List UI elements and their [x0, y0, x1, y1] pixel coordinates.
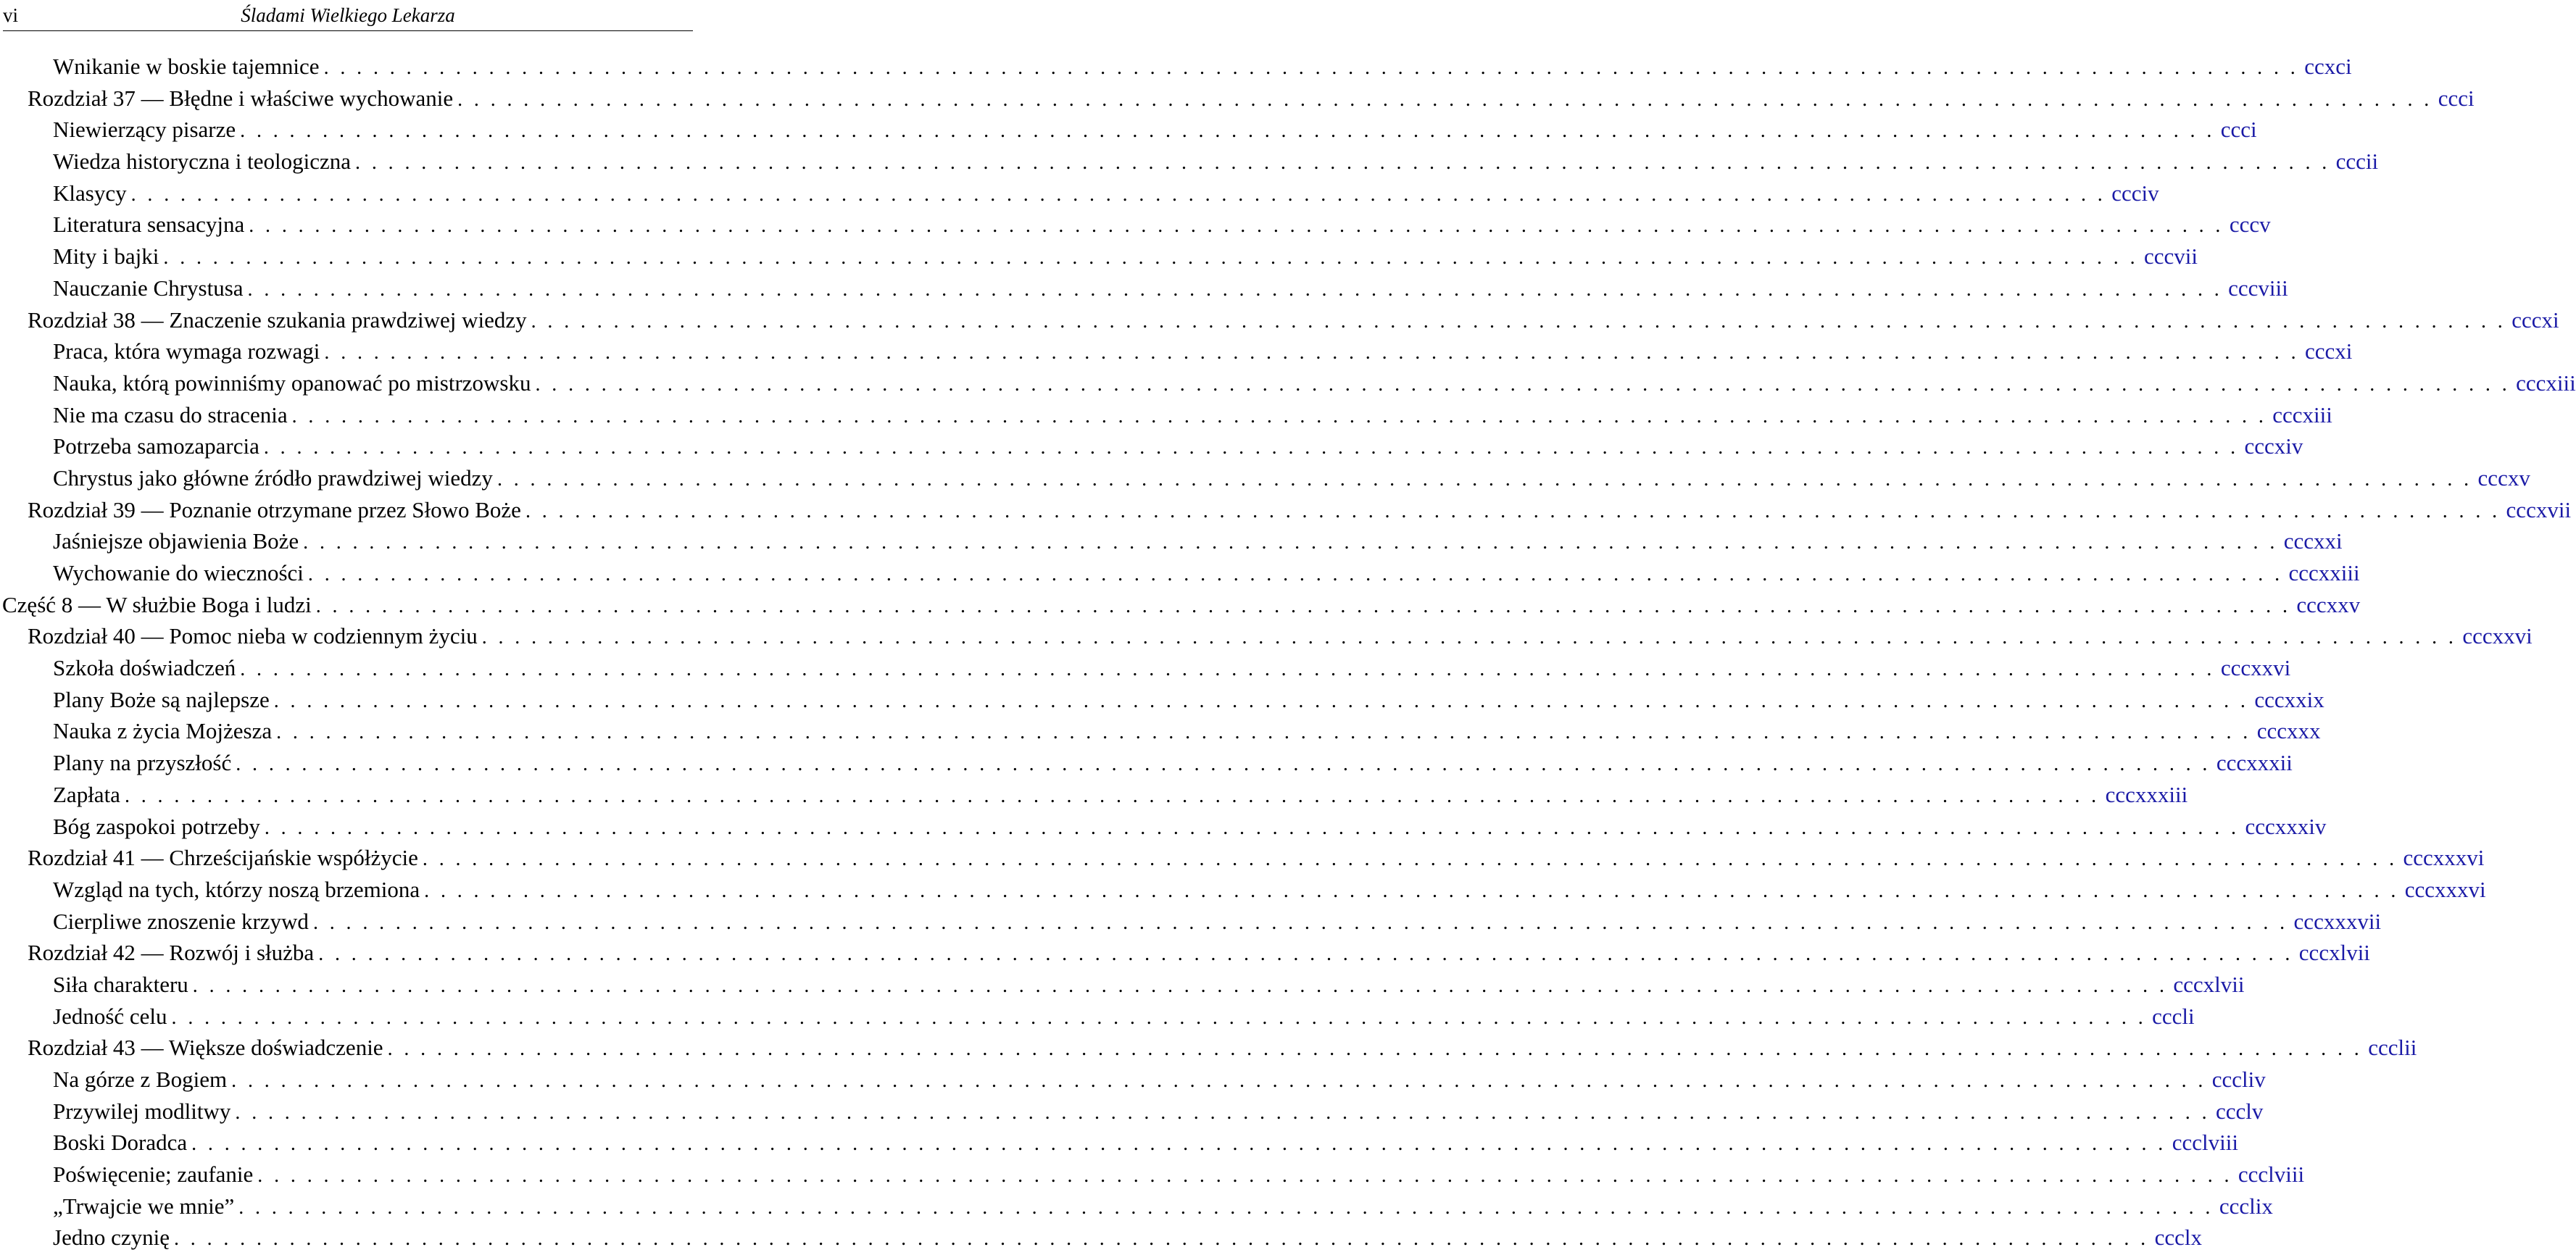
- dot-leader: . . . . . . . . . . . . . . . . . . . . . . . . . . . . . . . . . . . . . . . . . . . . . . . . . . . . . . . . . . . . . . . . . . . . . . . . . . . . . . . . . . . . . . . . . . . . . . . . . . . . . . . . . . . . . . . . . . . . . . . .: [240, 120, 2215, 143]
- toc-entry-page-link[interactable]: ccclii: [2368, 1035, 2417, 1061]
- toc-entry[interactable]: [0, 367, 2576, 399]
- toc-entry-title[interactable]: Nie ma czasu do stracenia: [53, 401, 288, 428]
- toc-entry[interactable]: [0, 525, 2343, 557]
- toc-entry-page-link[interactable]: cccxiii: [2516, 370, 2576, 396]
- toc-entry-page-link[interactable]: ccci: [2220, 117, 2257, 143]
- toc-entry[interactable]: [0, 969, 2245, 1001]
- running-title: Śladami Wielkiego Lekarza: [241, 4, 455, 26]
- toc-entry-title[interactable]: Jaśniejsze objawienia Boże: [53, 528, 299, 554]
- dot-leader: . . . . . . . . . . . . . . . . . . . . . . . . . . . . . . . . . . . . . . . . . . . . . . . . . . . . . . . . . . . . . . . . . . . . . . . . . . . . . . . . . . . . . . . . . . . . . . . . . . . . . . . . . . . . . . . . . . . . . . . .: [318, 943, 2293, 966]
- toc-entry-page-link[interactable]: cccxxix: [2254, 686, 2324, 712]
- toc-entry-page-link[interactable]: ccci: [2438, 85, 2475, 111]
- dot-leader: . . . . . . . . . . . . . . . . . . . . . . . . . . . . . . . . . . . . . . . . . . . . . . . . . . . . . . . . . . . . . . . . . . . . . . . . . . . . . . . . . . . . . . . . . . . . . . . . . . . . . . . . . . . . . . . . . . . . . . . .: [130, 183, 2106, 206]
- toc-entry[interactable]: [0, 209, 2271, 241]
- toc-entry[interactable]: [0, 937, 2370, 969]
- toc-entry[interactable]: [0, 83, 2475, 114]
- dot-leader: . . . . . . . . . . . . . . . . . . . . . . . . . . . . . . . . . . . . . . . . . . . . . . . . . . . . . . . . . . . . . . . . . . . . . . . . . . . . . . . . . . . . . . . . . . . . . . . . . . . . . . . . . . . . . . . . . . . . . . . .: [315, 594, 2291, 617]
- toc-entry-title[interactable]: Wiedza historyczna i teologiczna: [53, 149, 352, 175]
- toc-entry-page-link[interactable]: ccclix: [2219, 1193, 2273, 1219]
- toc-entry-page-link[interactable]: cccv: [2229, 212, 2271, 238]
- dot-leader: . . . . . . . . . . . . . . . . . . . . . . . . . . . . . . . . . . . . . . . . . . . . . . . . . . . . . . . . . . . . . . . . . . . . . . . . . . . . . . . . . . . . . . . . . . . . . . . . . . . . . . . . . . . . . . . . . . . . . . . .: [192, 974, 2168, 997]
- dot-leader: . . . . . . . . . . . . . . . . . . . . . . . . . . . . . . . . . . . . . . . . . . . . . . . . . . . . . . . . . . . . . . . . . . . . . . . . . . . . . . . . . . . . . . . . . . . . . . . . . . . . . . . . . . . . . . . . . . . . . . . .: [422, 848, 2398, 871]
- dot-leader: . . . . . . . . . . . . . . . . . . . . . . . . . . . . . . . . . . . . . . . . . . . . . . . . . . . . . . . . . . . . . . . . . . . . . . . . . . . . . . . . . . . . . . . . . . . . . . . . . . . . . . . . . . . . . . . . . . . . . . . .: [323, 57, 2299, 79]
- toc-entry-title[interactable]: Nauka z życia Mojżesza: [53, 718, 273, 744]
- toc-entry-title[interactable]: Szkoła doświadczeń: [53, 655, 236, 681]
- dot-leader: . . . . . . . . . . . . . . . . . . . . . . . . . . . . . . . . . . . . . . . . . . . . . . . . . . . . . . . . . . . . . . . . . . . . . . . . . . . . . . . . . . . . . . . . . . . . . . . . . . . . . . . . . . . . . . . . . . . . . . . .: [457, 88, 2432, 111]
- toc-entry-title[interactable]: Rozdział 37 — Błędne i właściwe wychowanie: [28, 85, 454, 111]
- toc-entry[interactable]: [0, 811, 2327, 843]
- dot-leader: . . . . . . . . . . . . . . . . . . . . . . . . . . . . . . . . . . . . . . . . . . . . . . . . . . . . . . . . . . . . . . . . . . . . . . . . . . . . . . . . . . . . . . . . . . . . . . . . . . . . . . . . . . . . . . . . . . . . . . . .: [247, 278, 2223, 301]
- dot-leader: . . . . . . . . . . . . . . . . . . . . . . . . . . . . . . . . . . . . . . . . . . . . . . . . . . . . . . . . . . . . . . . . . . . . . . . . . . . . . . . . . . . . . . . . . . . . . . . . . . . . . . . . . . . . . . . . . . . . . . . .: [324, 341, 2300, 364]
- dot-leader: . . . . . . . . . . . . . . . . . . . . . . . . . . . . . . . . . . . . . . . . . . . . . . . . . . . . . . . . . . . . . . . . . . . . . . . . . . . . . . . . . . . . . . . . . . . . . . . . . . . . . . . . . . . . . . . . . . . . . . . .: [307, 563, 2283, 585]
- dot-leader: . . . . . . . . . . . . . . . . . . . . . . . . . . . . . . . . . . . . . . . . . . . . . . . . . . . . . . . . . . . . . . . . . . . . . . . . . . . . . . . . . . . . . . . . . . . . . . . . . . . . . . . . . . . . . . . . . . . . . . . .: [496, 467, 2472, 491]
- toc-entry-title[interactable]: Rozdział 43 — Większe doświadczenie: [28, 1035, 383, 1061]
- toc-entry-title[interactable]: Praca, która wymaga rozwagi: [53, 338, 320, 364]
- toc-entry-page-link[interactable]: cccxxx: [2256, 718, 2321, 744]
- toc-entry[interactable]: [0, 114, 2257, 146]
- toc-entry-title[interactable]: Klasycy: [53, 180, 127, 206]
- toc-entry[interactable]: [0, 178, 2159, 209]
- dot-leader: . . . . . . . . . . . . . . . . . . . . . . . . . . . . . . . . . . . . . . . . . . . . . . . . . . . . . . . . . . . . . . . . . . . . . . . . . . . . . . . . . . . . . . . . . . . . . . . . . . . . . . . . . . . . . . . . . . . . . . . .: [235, 1101, 2211, 1124]
- toc-entry[interactable]: [0, 747, 2293, 779]
- toc-entry[interactable]: [0, 335, 2353, 367]
- dot-leader: . . . . . . . . . . . . . . . . . . . . . . . . . . . . . . . . . . . . . . . . . . . . . . . . . . . . . . . . . . . . . . . . . . . . . . . . . . . . . . . . . . . . . . . . . . . . . . . . . . . . . . . . . . . . . . . . . . . . . . . .: [525, 499, 2501, 522]
- toc-entry[interactable]: [0, 146, 2379, 178]
- toc-entry[interactable]: [0, 589, 2361, 621]
- toc-entry-page-link[interactable]: cccxxvi: [2462, 623, 2533, 649]
- toc-entry-title[interactable]: Bóg zaspokoi potrzeby: [53, 813, 260, 839]
- toc-entry[interactable]: [0, 874, 2486, 906]
- toc-entry-page-link[interactable]: cccxlvii: [2298, 940, 2370, 966]
- toc-entry-title[interactable]: Wychowanie do wieczności: [53, 560, 304, 585]
- toc-entry[interactable]: [0, 620, 2533, 652]
- toc-entry-title[interactable]: Wzgląd na tych, którzy noszą brzemiona: [53, 876, 420, 902]
- toc-entry-title[interactable]: Cierpliwe znoszenie krzywd: [53, 908, 309, 934]
- toc-entry-page-link[interactable]: cccviii: [2228, 275, 2288, 301]
- toc-entry-title[interactable]: Część 8 — W służbie Boga i ludzi: [2, 591, 312, 617]
- toc-entry[interactable]: [0, 304, 2559, 336]
- toc-entry-title[interactable]: Rozdział 38 — Znaczenie szukania prawdziwej wiedzy: [28, 307, 527, 333]
- toc-entry-title[interactable]: Literatura sensacyjna: [53, 212, 245, 238]
- toc-entry[interactable]: [0, 652, 2291, 684]
- toc-entry-title[interactable]: Jedno czynię: [53, 1225, 170, 1251]
- toc-entry-page-link[interactable]: cccxxv: [2296, 591, 2361, 617]
- toc-entry-title[interactable]: Na górze z Bogiem: [53, 1067, 228, 1092]
- toc-entry-page-link[interactable]: ccclx: [2154, 1225, 2202, 1251]
- toc-entry-page-link[interactable]: cccxxi: [2283, 528, 2343, 554]
- dot-leader: . . . . . . . . . . . . . . . . . . . . . . . . . . . . . . . . . . . . . . . . . . . . . . . . . . . . . . . . . . . . . . . . . . . . . . . . . . . . . . . . . . . . . . . . . . . . . . . . . . . . . . . . . . . . . . . . . . . . . . . .: [387, 1038, 2363, 1061]
- toc-entry-page-link[interactable]: cccxlvii: [2173, 971, 2245, 997]
- toc-entry[interactable]: [0, 1001, 2195, 1033]
- toc-entry-page-link[interactable]: cccxxxiv: [2245, 813, 2327, 839]
- toc-entry[interactable]: [0, 684, 2324, 716]
- toc-entry-page-link[interactable]: cccxxvi: [2220, 655, 2291, 681]
- toc-entry-page-link[interactable]: cccxxxvii: [2293, 908, 2382, 934]
- dot-leader: . . . . . . . . . . . . . . . . . . . . . . . . . . . . . . . . . . . . . . . . . . . . . . . . . . . . . . . . . . . . . . . . . . . . . . . . . . . . . . . . . . . . . . . . . . . . . . . . . . . . . . . . . . . . . . . . . . . . . . . .: [238, 1196, 2214, 1219]
- toc-entry-page-link[interactable]: ccclv: [2216, 1098, 2264, 1124]
- dot-leader: . . . . . . . . . . . . . . . . . . . . . . . . . . . . . . . . . . . . . . . . . . . . . . . . . . . . . . . . . . . . . . . . . . . . . . . . . . . . . . . . . . . . . . . . . . . . . . . . . . . . . . . . . . . . . . . . . . . . . . . .: [481, 626, 2457, 649]
- toc-entry-page-link[interactable]: cccxiii: [2272, 401, 2332, 428]
- dot-leader: . . . . . . . . . . . . . . . . . . . . . . . . . . . . . . . . . . . . . . . . . . . . . . . . . . . . . . . . . . . . . . . . . . . . . . . . . . . . . . . . . . . . . . . . . . . . . . . . . . . . . . . . . . . . . . . . . . . . . . . .: [535, 372, 2511, 396]
- dot-leader: . . . . . . . . . . . . . . . . . . . . . . . . . . . . . . . . . . . . . . . . . . . . . . . . . . . . . . . . . . . . . . . . . . . . . . . . . . . . . . . . . . . . . . . . . . . . . . . . . . . . . . . . . . . . . . . . . . . . . . . .: [171, 1006, 2147, 1029]
- dot-leader: . . . . . . . . . . . . . . . . . . . . . . . . . . . . . . . . . . . . . . . . . . . . . . . . . . . . . . . . . . . . . . . . . . . . . . . . . . . . . . . . . . . . . . . . . . . . . . . . . . . . . . . . . . . . . . . . . . . . . . . .: [236, 753, 2211, 776]
- toc-entry[interactable]: [0, 1032, 2417, 1064]
- dot-leader: . . . . . . . . . . . . . . . . . . . . . . . . . . . . . . . . . . . . . . . . . . . . . . . . . . . . . . . . . . . . . . . . . . . . . . . . . . . . . . . . . . . . . . . . . . . . . . . . . . . . . . . . . . . . . . . . . . . . . . . .: [273, 689, 2249, 712]
- toc-entry-title[interactable]: Jedność celu: [53, 1003, 167, 1029]
- toc-entry[interactable]: [0, 272, 2288, 304]
- toc-entry-title[interactable]: Nauczanie Chrystusa: [53, 275, 244, 301]
- dot-leader: . . . . . . . . . . . . . . . . . . . . . . . . . . . . . . . . . . . . . . . . . . . . . . . . . . . . . . . . . . . . . . . . . . . . . . . . . . . . . . . . . . . . . . . . . . . . . . . . . . . . . . . . . . . . . . . . . . . . . . . .: [173, 1227, 2149, 1251]
- toc-entry-page-link[interactable]: cccxv: [2477, 464, 2530, 491]
- toc-entry-title[interactable]: Wnikanie w boskie tajemnice: [53, 54, 320, 79]
- toc-entry-title[interactable]: Siła charakteru: [53, 971, 188, 997]
- table-of-contents: [0, 51, 2576, 1254]
- dot-leader: . . . . . . . . . . . . . . . . . . . . . . . . . . . . . . . . . . . . . . . . . . . . . . . . . . . . . . . . . . . . . . . . . . . . . . . . . . . . . . . . . . . . . . . . . . . . . . . . . . . . . . . . . . . . . . . . . . . . . . . .: [291, 404, 2267, 428]
- toc-entry[interactable]: [0, 1064, 2266, 1096]
- toc-entry-page-link[interactable]: ccciv: [2111, 180, 2159, 206]
- toc-entry[interactable]: [0, 399, 2332, 431]
- dot-leader: . . . . . . . . . . . . . . . . . . . . . . . . . . . . . . . . . . . . . . . . . . . . . . . . . . . . . . . . . . . . . . . . . . . . . . . . . . . . . . . . . . . . . . . . . . . . . . . . . . . . . . . . . . . . . . . . . . . . . . . .: [303, 531, 2278, 554]
- toc-entry-title[interactable]: Poświęcenie; zaufanie: [53, 1162, 254, 1188]
- toc-entry-title[interactable]: Zapłata: [53, 781, 120, 807]
- toc-entry[interactable]: [0, 1127, 2238, 1159]
- toc-entry-page-link[interactable]: cccxxiii: [2288, 560, 2360, 585]
- dot-leader: . . . . . . . . . . . . . . . . . . . . . . . . . . . . . . . . . . . . . . . . . . . . . . . . . . . . . . . . . . . . . . . . . . . . . . . . . . . . . . . . . . . . . . . . . . . . . . . . . . . . . . . . . . . . . . . . . . . . . . . .: [231, 1070, 2206, 1092]
- toc-entry-title[interactable]: „Trwajcie we mnie”: [53, 1193, 235, 1219]
- toc-entry-title[interactable]: Rozdział 41 — Chrześcijańskie współżycie: [28, 845, 418, 871]
- toc-entry-title[interactable]: Rozdział 42 — Rozwój i służba: [28, 940, 315, 966]
- toc-entry[interactable]: [0, 494, 2572, 526]
- toc-entry[interactable]: [0, 715, 2321, 747]
- dot-leader: . . . . . . . . . . . . . . . . . . . . . . . . . . . . . . . . . . . . . . . . . . . . . . . . . . . . . . . . . . . . . . . . . . . . . . . . . . . . . . . . . . . . . . . . . . . . . . . . . . . . . . . . . . . . . . . . . . . . . . . .: [257, 1164, 2232, 1188]
- toc-entry-page-link[interactable]: cccxxxvi: [2403, 845, 2485, 871]
- toc-entry[interactable]: [0, 1191, 2273, 1222]
- page-number: vi: [3, 4, 19, 26]
- dot-leader: . . . . . . . . . . . . . . . . . . . . . . . . . . . . . . . . . . . . . . . . . . . . . . . . . . . . . . . . . . . . . . . . . . . . . . . . . . . . . . . . . . . . . . . . . . . . . . . . . . . . . . . . . . . . . . . . . . . . . . . .: [240, 658, 2215, 681]
- toc-entry-title[interactable]: Boski Doradca: [53, 1130, 188, 1156]
- toc-entry-page-link[interactable]: cccxiv: [2244, 433, 2303, 459]
- toc-entry-title[interactable]: Mity i bajki: [53, 243, 159, 270]
- dot-leader: . . . . . . . . . . . . . . . . . . . . . . . . . . . . . . . . . . . . . . . . . . . . . . . . . . . . . . . . . . . . . . . . . . . . . . . . . . . . . . . . . . . . . . . . . . . . . . . . . . . . . . . . . . . . . . . . . . . . . . . .: [163, 246, 2138, 270]
- toc-entry-title[interactable]: Plany Boże są najlepsze: [53, 686, 270, 712]
- toc-entry-page-link[interactable]: ccclviii: [2238, 1162, 2305, 1188]
- toc-entry[interactable]: [0, 51, 2352, 83]
- toc-entry-title[interactable]: Rozdział 40 — Pomoc nieba w codziennym życiu: [28, 623, 478, 649]
- toc-entry-title[interactable]: Plany na przyszłość: [53, 750, 232, 776]
- toc-entry-page-link[interactable]: ccxci: [2304, 54, 2352, 79]
- toc-entry[interactable]: [0, 906, 2382, 938]
- toc-entry-page-link[interactable]: cccxvii: [2506, 496, 2572, 522]
- toc-entry-title[interactable]: Przywilej modlitwy: [53, 1098, 231, 1124]
- toc-entry-page-link[interactable]: cccxi: [2511, 307, 2559, 333]
- toc-entry-title[interactable]: Nauka, którą powinniśmy opanować po mistrzowsku: [53, 370, 531, 396]
- toc-entry[interactable]: [0, 557, 2360, 589]
- toc-entry-title[interactable]: Rozdział 39 — Poznanie otrzymane przez Słowo Boże: [28, 496, 521, 522]
- toc-entry-page-link[interactable]: ccclviii: [2172, 1130, 2238, 1156]
- toc-entry-page-link[interactable]: cccxi: [2305, 338, 2353, 364]
- toc-entry-page-link[interactable]: cccxxxvi: [2404, 876, 2486, 902]
- toc-entry[interactable]: [0, 1159, 2305, 1191]
- toc-entry[interactable]: [0, 842, 2485, 874]
- toc-entry-page-link[interactable]: cccxxxii: [2216, 750, 2293, 776]
- dot-leader: . . . . . . . . . . . . . . . . . . . . . . . . . . . . . . . . . . . . . . . . . . . . . . . . . . . . . . . . . . . . . . . . . . . . . . . . . . . . . . . . . . . . . . . . . . . . . . . . . . . . . . . . . . . . . . . . . . . . . . . .: [312, 911, 2288, 934]
- dot-leader: . . . . . . . . . . . . . . . . . . . . . . . . . . . . . . . . . . . . . . . . . . . . . . . . . . . . . . . . . . . . . . . . . . . . . . . . . . . . . . . . . . . . . . . . . . . . . . . . . . . . . . . . . . . . . . . . . . . . . . . .: [424, 879, 2399, 902]
- toc-entry-title[interactable]: Chrystus jako główne źródło prawdziwej wiedzy: [53, 464, 493, 491]
- dot-leader: . . . . . . . . . . . . . . . . . . . . . . . . . . . . . . . . . . . . . . . . . . . . . . . . . . . . . . . . . . . . . . . . . . . . . . . . . . . . . . . . . . . . . . . . . . . . . . . . . . . . . . . . . . . . . . . . . . . . . . . .: [191, 1133, 2166, 1156]
- toc-entry[interactable]: [0, 779, 2188, 811]
- page-header: [3, 0, 693, 31]
- dot-leader: . . . . . . . . . . . . . . . . . . . . . . . . . . . . . . . . . . . . . . . . . . . . . . . . . . . . . . . . . . . . . . . . . . . . . . . . . . . . . . . . . . . . . . . . . . . . . . . . . . . . . . . . . . . . . . . . . . . . . . . .: [355, 151, 2330, 175]
- toc-entry[interactable]: [0, 430, 2303, 462]
- toc-entry[interactable]: [0, 1096, 2264, 1127]
- toc-entry-page-link[interactable]: cccli: [2152, 1003, 2195, 1029]
- toc-entry-page-link[interactable]: cccii: [2335, 149, 2379, 175]
- toc-entry-title[interactable]: Potrzeba samozaparcia: [53, 433, 259, 459]
- dot-leader: . . . . . . . . . . . . . . . . . . . . . . . . . . . . . . . . . . . . . . . . . . . . . . . . . . . . . . . . . . . . . . . . . . . . . . . . . . . . . . . . . . . . . . . . . . . . . . . . . . . . . . . . . . . . . . . . . . . . . . . .: [264, 816, 2240, 839]
- toc-entry[interactable]: [0, 462, 2530, 494]
- toc-entry[interactable]: [0, 1222, 2202, 1254]
- dot-leader: . . . . . . . . . . . . . . . . . . . . . . . . . . . . . . . . . . . . . . . . . . . . . . . . . . . . . . . . . . . . . . . . . . . . . . . . . . . . . . . . . . . . . . . . . . . . . . . . . . . . . . . . . . . . . . . . . . . . . . . .: [531, 309, 2506, 333]
- dot-leader: . . . . . . . . . . . . . . . . . . . . . . . . . . . . . . . . . . . . . . . . . . . . . . . . . . . . . . . . . . . . . . . . . . . . . . . . . . . . . . . . . . . . . . . . . . . . . . . . . . . . . . . . . . . . . . . . . . . . . . . .: [124, 784, 2100, 807]
- dot-leader: . . . . . . . . . . . . . . . . . . . . . . . . . . . . . . . . . . . . . . . . . . . . . . . . . . . . . . . . . . . . . . . . . . . . . . . . . . . . . . . . . . . . . . . . . . . . . . . . . . . . . . . . . . . . . . . . . . . . . . . .: [263, 436, 2239, 459]
- toc-entry[interactable]: [0, 241, 2198, 272]
- toc-entry-page-link[interactable]: cccliv: [2211, 1067, 2266, 1092]
- dot-leader: . . . . . . . . . . . . . . . . . . . . . . . . . . . . . . . . . . . . . . . . . . . . . . . . . . . . . . . . . . . . . . . . . . . . . . . . . . . . . . . . . . . . . . . . . . . . . . . . . . . . . . . . . . . . . . . . . . . . . . . .: [276, 721, 2251, 744]
- dot-leader: . . . . . . . . . . . . . . . . . . . . . . . . . . . . . . . . . . . . . . . . . . . . . . . . . . . . . . . . . . . . . . . . . . . . . . . . . . . . . . . . . . . . . . . . . . . . . . . . . . . . . . . . . . . . . . . . . . . . . . . .: [249, 214, 2224, 238]
- toc-entry-page-link[interactable]: cccvii: [2144, 243, 2198, 270]
- toc-entry-page-link[interactable]: cccxxxiii: [2105, 781, 2188, 807]
- toc-entry-title[interactable]: Niewierzący pisarze: [53, 117, 236, 143]
